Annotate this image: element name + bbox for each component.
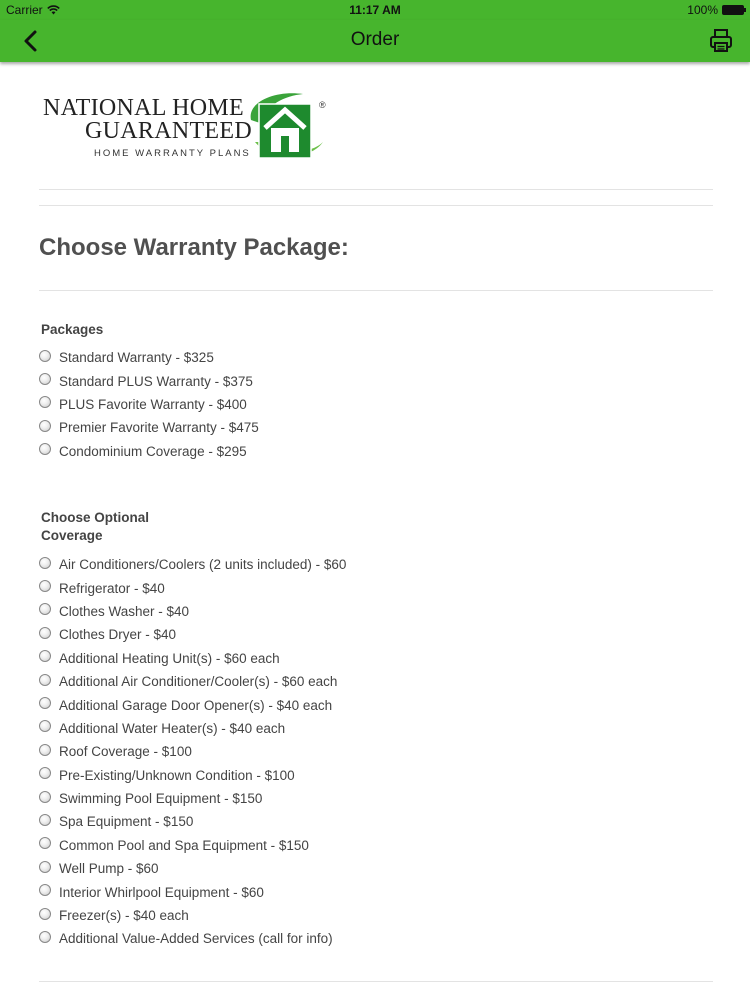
coverage-option[interactable] (39, 623, 346, 646)
package-option[interactable] (39, 416, 259, 439)
package-option[interactable] (39, 346, 259, 369)
back-button[interactable] (18, 27, 46, 55)
clock: 11:17 AM (349, 3, 401, 17)
divider (39, 205, 713, 206)
nav-bar (0, 20, 750, 62)
chevron-left-icon (18, 27, 46, 55)
package-option-label: Premier Favorite Warranty - $475 (59, 420, 259, 436)
coverage-option-label: Swimming Pool Equipment - $150 (59, 791, 263, 807)
radio-button[interactable] (39, 814, 51, 826)
coverage-option[interactable] (39, 857, 346, 880)
package-option-label: Condominium Coverage - $295 (59, 443, 247, 459)
package-option-label: Standard Warranty - $325 (59, 350, 214, 366)
coverage-option[interactable] (39, 787, 346, 810)
radio-button[interactable] (39, 697, 51, 709)
company-logo (43, 86, 333, 162)
radio-button[interactable] (39, 420, 51, 432)
carrier-label: Carrier (6, 3, 43, 17)
divider (39, 981, 713, 982)
packages-radio-group (39, 346, 259, 463)
coverage-option-label: Air Conditioners/Coolers (2 units included) - $60 (59, 557, 347, 573)
coverage-option-label: Pre-Existing/Unknown Condition - $100 (59, 767, 295, 783)
logo-tagline: HOME WARRANTY PLANS (94, 148, 251, 159)
house-logo-icon (245, 90, 333, 162)
optional-label-line-2: Coverage (41, 528, 103, 543)
coverage-option-label: Additional Garage Door Opener(s) - $40 each (59, 697, 333, 713)
coverage-option[interactable] (39, 647, 346, 670)
divider (39, 290, 713, 291)
coverage-option-label: Additional Water Heater(s) - $40 each (59, 720, 286, 736)
radio-button[interactable] (39, 837, 51, 849)
radio-button[interactable] (39, 627, 51, 639)
radio-button[interactable] (39, 350, 51, 362)
optional-label-line-1: Choose Optional (41, 510, 149, 525)
registered-mark: ® (319, 100, 326, 110)
radio-button[interactable] (39, 767, 51, 779)
optional-coverage-label (41, 509, 149, 545)
radio-button[interactable] (39, 443, 51, 455)
coverage-option[interactable] (39, 670, 346, 693)
coverage-option-label: Clothes Washer - $40 (59, 603, 190, 619)
coverage-option[interactable] (39, 904, 346, 927)
radio-button[interactable] (39, 931, 51, 943)
package-option-label: Standard PLUS Warranty - $375 (59, 373, 253, 389)
coverage-option[interactable] (39, 927, 346, 950)
radio-button[interactable] (39, 884, 51, 896)
coverage-option[interactable] (39, 740, 346, 763)
package-option[interactable] (39, 440, 259, 463)
radio-button[interactable] (39, 674, 51, 686)
section-heading: Choose Warranty Package: (39, 234, 349, 261)
radio-button[interactable] (39, 557, 51, 569)
radio-button[interactable] (39, 720, 51, 732)
coverage-option-label: Interior Whirlpool Equipment - $60 (59, 884, 264, 900)
coverage-option[interactable] (39, 764, 346, 787)
coverage-option-label: Common Pool and Spa Equipment - $150 (59, 837, 309, 853)
coverage-option[interactable] (39, 576, 346, 599)
radio-button[interactable] (39, 603, 51, 615)
logo-line-2: GUARANTEED (85, 118, 252, 144)
battery-info (687, 3, 744, 17)
radio-button[interactable] (39, 791, 51, 803)
package-option[interactable] (39, 393, 259, 416)
coverage-option[interactable] (39, 693, 346, 716)
coverage-option-label: Clothes Dryer - $40 (59, 627, 177, 643)
page-title: Order (350, 29, 400, 50)
coverage-option-label: Spa Equipment - $150 (59, 814, 194, 830)
print-button[interactable] (708, 27, 734, 55)
battery-percent: 100% (687, 3, 718, 17)
coverage-option-label: Well Pump - $60 (59, 861, 159, 877)
coverage-option[interactable] (39, 810, 346, 833)
radio-button[interactable] (39, 580, 51, 592)
coverage-option[interactable] (39, 600, 346, 623)
printer-icon (708, 27, 734, 55)
coverage-option[interactable] (39, 880, 346, 903)
logo-line-1: NATIONAL HOME (43, 95, 244, 121)
optional-coverage-group (39, 553, 346, 951)
package-option-label: PLUS Favorite Warranty - $400 (59, 396, 247, 412)
status-bar (0, 0, 750, 20)
battery-icon (722, 5, 744, 15)
coverage-option-label: Refrigerator - $40 (59, 580, 165, 596)
coverage-option[interactable] (39, 834, 346, 857)
radio-button[interactable] (39, 908, 51, 920)
packages-label: Packages (41, 322, 104, 337)
coverage-option[interactable] (39, 553, 346, 576)
coverage-option-label: Roof Coverage - $100 (59, 744, 192, 760)
package-option[interactable] (39, 369, 259, 392)
radio-button[interactable] (39, 396, 51, 408)
radio-button[interactable] (39, 744, 51, 756)
coverage-option-label: Freezer(s) - $40 each (59, 908, 189, 924)
coverage-option-label: Additional Air Conditioner/Cooler(s) - $60 each (59, 674, 338, 690)
radio-button[interactable] (39, 373, 51, 385)
radio-button[interactable] (39, 650, 51, 662)
coverage-option-label: Additional Value-Added Services (call for info) (59, 931, 333, 947)
coverage-option[interactable] (39, 717, 346, 740)
divider (39, 189, 713, 190)
coverage-option-label: Additional Heating Unit(s) - $60 each (59, 650, 280, 666)
radio-button[interactable] (39, 861, 51, 873)
